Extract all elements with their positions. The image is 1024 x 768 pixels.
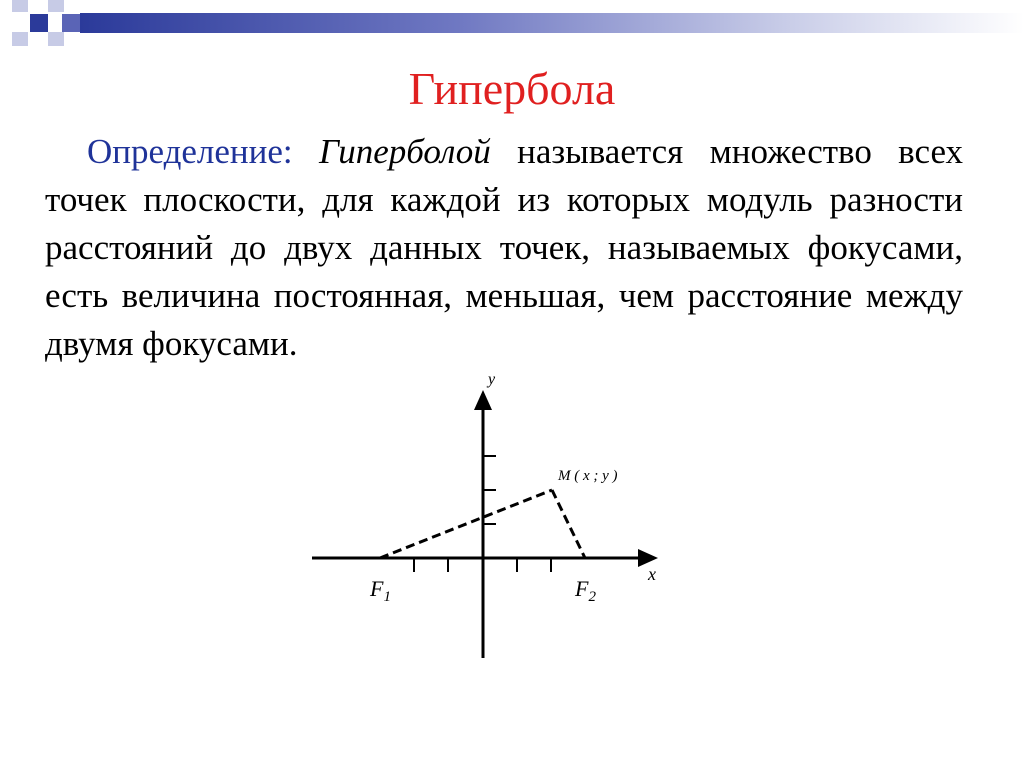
y-axis-arrow	[474, 390, 492, 410]
segment-m-f2	[552, 490, 585, 558]
decor-square	[30, 14, 48, 32]
focus-f2-label	[574, 576, 596, 605]
definition-paragraph	[45, 128, 963, 368]
focus-f2-letter: F	[575, 576, 589, 601]
focus-f1-subscript: 1	[383, 589, 391, 605]
x-axis-label: x	[648, 564, 656, 584]
decor-square	[12, 0, 28, 12]
hyperbola-diagram	[300, 360, 680, 670]
decor-square	[12, 32, 28, 46]
segment-f1-m	[380, 490, 552, 558]
decor-square	[48, 32, 64, 46]
focus-f1-letter: F	[370, 576, 384, 601]
focus-f1-label	[369, 576, 391, 605]
slide-title: Гипербола	[408, 63, 616, 114]
definition-text: называется множество всех точек плоскости, для каждой из которых модуль разности расстояний до двух данных точек, называемых фокусами, есть величина постоянная, меньшая, чем расстояние между двумя фокусами.	[45, 132, 964, 363]
decor-square	[48, 0, 64, 12]
y-axis-label: y	[488, 371, 496, 388]
header-gradient-bar	[80, 13, 1024, 33]
definition-label: Определение:	[87, 132, 293, 171]
decor-square	[62, 14, 80, 32]
focus-f2-subscript: 2	[588, 589, 596, 605]
definition-term: Гиперболой	[319, 132, 491, 171]
point-m-label: M ( x ; y )	[558, 468, 618, 484]
header-decoration	[0, 0, 1024, 48]
